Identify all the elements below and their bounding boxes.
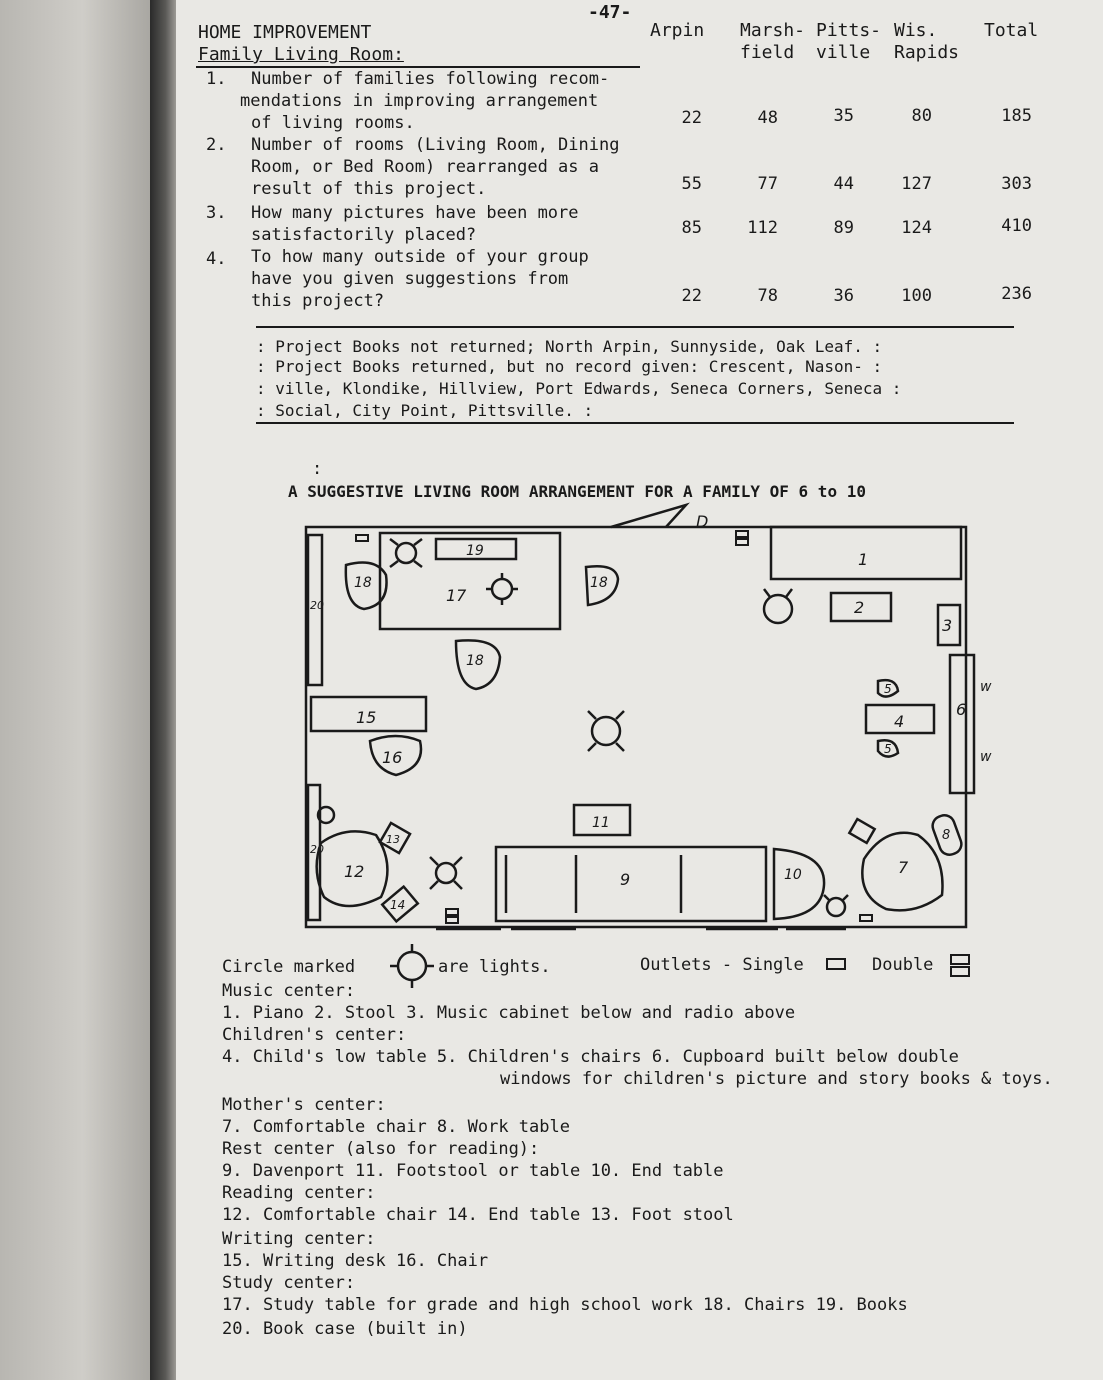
row-text: this project?	[251, 291, 385, 311]
value-wis-rapids: 80	[911, 106, 932, 126]
center-items: 1. Piano 2. Stool 3. Music cabinet below and radio above	[222, 1003, 796, 1023]
light-legend-icon	[390, 944, 434, 988]
center-items: windows for children's picture and story books & toys.	[500, 1069, 1053, 1089]
value-total: 410	[1001, 216, 1032, 236]
col-header-marshfield-1: Marsh-	[740, 20, 806, 41]
label-13: 13	[386, 833, 400, 846]
label-20: 20	[310, 599, 324, 612]
label-17: 17	[446, 586, 467, 605]
light-icon	[588, 711, 624, 751]
value-pittsville: 44	[833, 174, 854, 194]
center-items: 12. Comfortable chair 14. End table 13. Foot stool	[222, 1205, 734, 1225]
value-pittsville: 89	[833, 218, 854, 238]
value-arpin: 85	[681, 218, 702, 238]
label-1: 1	[858, 550, 869, 569]
light-icon	[430, 857, 462, 889]
door-swing	[611, 505, 686, 527]
value-wis-rapids: 127	[901, 174, 932, 194]
center-heading: Writing center:	[222, 1229, 376, 1249]
door-label: D	[696, 512, 709, 531]
label-8: 8	[942, 828, 951, 843]
label-12: 12	[344, 862, 365, 881]
light-icon	[824, 895, 848, 916]
value-total: 303	[1001, 174, 1032, 194]
value-arpin: 55	[681, 174, 702, 194]
cupboard	[950, 655, 974, 793]
label-15: 15	[356, 708, 377, 727]
note-line: : ville, Klondike, Hillview, Port Edwards, Seneca Corners, Seneca :	[256, 379, 902, 398]
diagram-title: A SUGGESTIVE LIVING ROOM ARRANGEMENT FOR A FAMILY OF 6 to 10	[288, 482, 866, 501]
center-items: 20. Book case (built in)	[222, 1319, 468, 1339]
value-wis-rapids: 100	[901, 286, 932, 306]
center-heading: Rest center (also for reading):	[222, 1139, 540, 1159]
center-items: 9. Davenport 11. Footstool or table 10. End table	[222, 1161, 724, 1181]
value-marshfield: 77	[757, 174, 778, 194]
floor-plan	[286, 505, 992, 945]
legend-double: Double	[872, 955, 934, 975]
row-number: 3.	[206, 203, 227, 223]
section-subtitle: Family Living Room:	[198, 44, 404, 65]
row-text: Number of families following recom-	[251, 69, 610, 89]
center-heading: Music center:	[222, 981, 356, 1001]
row-text: mendations in improving arrangement	[240, 91, 599, 111]
label-6: 6	[956, 700, 967, 719]
col-header-wis-rapids-2: Rapids	[894, 42, 960, 63]
center-heading: Mother's center:	[222, 1095, 386, 1115]
light-icon	[764, 589, 792, 623]
center-heading: Reading center:	[222, 1183, 376, 1203]
page-number: -47-	[588, 2, 632, 23]
label-window: w	[980, 679, 992, 695]
outlet-double-icon	[950, 966, 970, 977]
row-text: To how many outside of your group	[251, 247, 589, 267]
outlet-double-icon	[736, 531, 748, 537]
col-header-wis-rapids-1: Wis.	[894, 20, 938, 41]
label-16: 16	[382, 748, 403, 767]
label-20: 20	[310, 843, 324, 856]
value-arpin: 22	[681, 108, 702, 128]
outlet-single-icon	[826, 958, 846, 970]
label-3: 3	[942, 616, 953, 635]
label-5: 5	[884, 742, 892, 756]
label-4: 4	[894, 712, 905, 731]
light-icon	[486, 573, 518, 605]
row-text: have you given suggestions from	[251, 269, 569, 289]
center-heading: Children's center:	[222, 1025, 407, 1045]
label-14: 14	[390, 898, 406, 912]
row-text: of living rooms.	[251, 113, 415, 133]
row-number: 1.	[206, 69, 227, 89]
value-marshfield: 112	[747, 218, 778, 238]
label-9: 9	[620, 870, 631, 889]
label-5: 5	[884, 682, 892, 696]
label-2: 2	[854, 598, 865, 617]
outlet-double-icon	[950, 954, 970, 965]
left-page-edge	[0, 0, 150, 1380]
col-header-marshfield-2: field	[740, 42, 795, 63]
col-header-total: Total	[984, 20, 1039, 41]
row-text: How many pictures have been more	[251, 203, 579, 223]
light-icon	[390, 539, 422, 567]
label-7: 7	[898, 858, 909, 877]
legend-outlets: Outlets - Single	[640, 955, 804, 975]
center-items: 15. Writing desk 16. Chair	[222, 1251, 489, 1271]
col-header-pittsville-2: ville	[816, 42, 871, 63]
label-18: 18	[466, 653, 484, 669]
legend-lights-suffix: are lights.	[438, 957, 551, 977]
label-19: 19	[466, 543, 484, 559]
note-line: : Project Books not returned; North Arpin, Sunnyside, Oak Leaf. :	[256, 337, 883, 356]
note-line: : Social, City Point, Pittsville. :	[256, 401, 594, 420]
center-items: 4. Child's low table 5. Children's chairs 6. Cupboard built below double	[222, 1047, 959, 1067]
value-marshfield: 48	[757, 108, 778, 128]
end-table	[774, 849, 824, 919]
row-text: satisfactorily placed?	[251, 225, 477, 245]
notes-bottom-rule	[256, 422, 1014, 424]
row-number: 4.	[206, 249, 227, 269]
value-marshfield: 78	[757, 286, 778, 306]
note-line: : Project Books returned, but no record given: Crescent, Nason- :	[256, 357, 883, 376]
legend-lights-prefix: Circle marked	[222, 957, 356, 977]
notes-top-rule	[256, 326, 1014, 328]
label-window: w	[980, 749, 992, 765]
row-text: Number of rooms (Living Room, Dining	[251, 135, 620, 155]
label-18: 18	[354, 575, 372, 591]
value-pittsville: 35	[833, 106, 854, 126]
label-11: 11	[592, 815, 610, 831]
davenport	[496, 847, 766, 921]
value-total: 185	[1001, 106, 1032, 126]
col-header-pittsville-1: Pitts-	[816, 20, 882, 41]
center-heading: Study center:	[222, 1273, 356, 1293]
value-arpin: 22	[681, 286, 702, 306]
outlet-double-icon	[446, 909, 458, 915]
row-number: 2.	[206, 135, 227, 155]
center-items: 17. Study table for grade and high school work 18. Chairs 19. Books	[222, 1295, 908, 1315]
document-page	[176, 0, 1103, 1380]
center-items: 7. Comfortable chair 8. Work table	[222, 1117, 570, 1137]
section-title: HOME IMPROVEMENT	[198, 22, 372, 43]
label-10: 10	[784, 867, 802, 883]
outlet-single-icon	[356, 535, 368, 541]
row-text: Room, or Bed Room) rearranged as a	[251, 157, 599, 177]
row-text: result of this project.	[251, 179, 487, 199]
stray-mark: :	[312, 459, 323, 479]
value-total: 236	[1001, 284, 1032, 304]
outlet-single-icon	[860, 915, 872, 921]
value-wis-rapids: 124	[901, 218, 932, 238]
book-gutter	[150, 0, 176, 1380]
label-18: 18	[590, 575, 608, 591]
small-table	[849, 819, 874, 843]
value-pittsville: 36	[833, 286, 854, 306]
col-header-arpin: Arpin	[650, 20, 705, 41]
